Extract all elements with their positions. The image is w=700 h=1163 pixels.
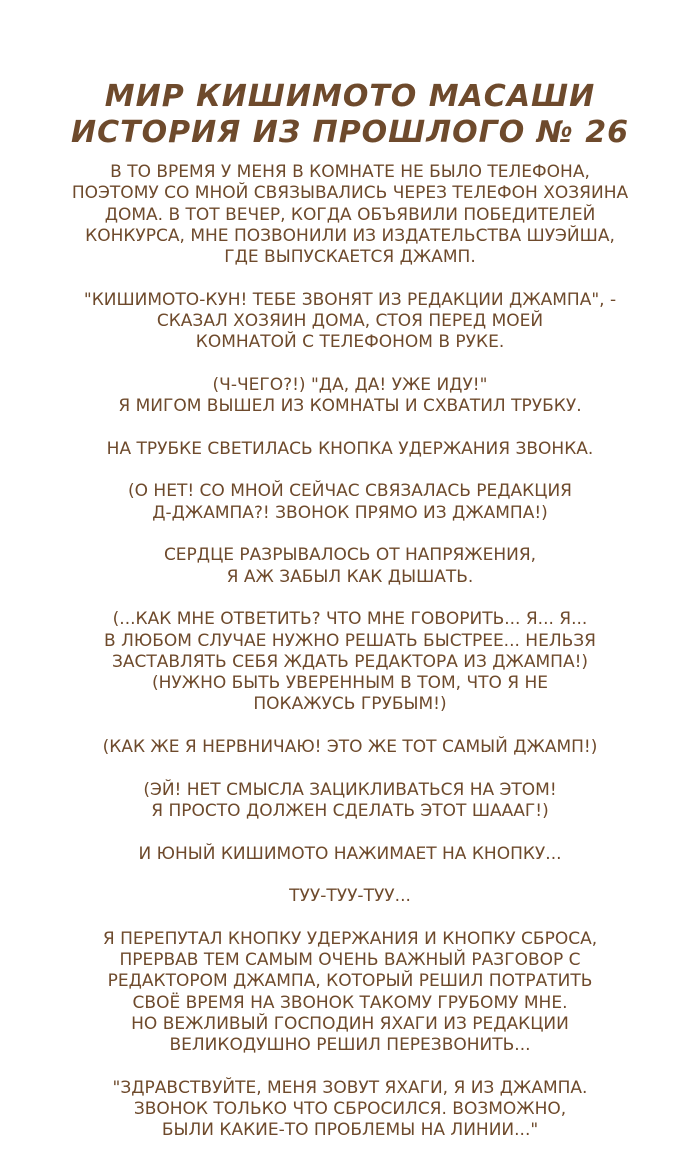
text-line: ПОЭТОМУ СО МНОЙ СВЯЗЫВАЛИСЬ ЧЕРЕЗ ТЕЛЕФОН ХОЗЯИНА bbox=[71, 183, 629, 204]
paragraph bbox=[30, 780, 670, 823]
text-line: (НУЖНО БЫТЬ УВЕРЕННЫМ В ТОМ, ЧТО Я НЕ bbox=[151, 673, 549, 694]
paragraph bbox=[30, 886, 670, 907]
paragraph bbox=[30, 481, 670, 524]
paragraph bbox=[30, 545, 670, 588]
page-subtitle: ИСТОРИЯ ИЗ ПРОШЛОГО № 26 bbox=[70, 115, 630, 150]
paragraph bbox=[30, 844, 670, 865]
text-line: "КИШИМОТО-КУН! ТЕБЕ ЗВОНЯТ ИЗ РЕДАКЦИИ ДЖАМПА", - bbox=[83, 289, 617, 310]
text-line: Я ПЕРЕПУТАЛ КНОПКУ УДЕРЖАНИЯ И КНОПКУ СБРОСА, bbox=[102, 928, 598, 949]
page-title: МИР КИШИМОТО МАСАШИ bbox=[104, 79, 596, 114]
text-line: ПОКАЖУСЬ ГРУБЫМ!) bbox=[253, 694, 447, 715]
paragraph bbox=[30, 929, 670, 1057]
text-line: ЗВОНОК ТОЛЬКО ЧТО СБРОСИЛСЯ. ВОЗМОЖНО, bbox=[133, 1099, 567, 1120]
text-line: И ЮНЫЙ КИШИМОТО НАЖИМАЕТ НА КНОПКУ... bbox=[138, 843, 562, 864]
text-line: ТУУ-ТУУ-ТУУ... bbox=[289, 886, 411, 907]
text-line: Я АЖ ЗАБЫЛ КАК ДЫШАТЬ. bbox=[226, 566, 474, 587]
text-line: БЫЛИ КАКИЕ-ТО ПРОБЛЕМЫ НА ЛИНИИ..." bbox=[161, 1120, 539, 1141]
text-line: (ЭЙ! НЕТ СМЫСЛА ЗАЦИКЛИВАТЬСЯ НА ЭТОМ! bbox=[143, 779, 557, 800]
text-line: (...КАК МНЕ ОТВЕТИТЬ? ЧТО МНЕ ГОВОРИТЬ... Я... Я... bbox=[112, 609, 588, 630]
text-line: В ТО ВРЕМЯ У МЕНЯ В КОМНАТЕ НЕ БЫЛО ТЕЛЕФОНА, bbox=[110, 162, 590, 182]
story-text bbox=[30, 162, 670, 1163]
text-line: Я МИГОМ ВЫШЕЛ ИЗ КОМНАТЫ И СХВАТИЛ ТРУБКУ. bbox=[118, 396, 582, 417]
text-line: "ЗДРАВСТВУЙТЕ, МЕНЯ ЗОВУТ ЯХАГИ, Я ИЗ ДЖАМПА. bbox=[112, 1077, 588, 1098]
text-line: (Ч-ЧЕГО?!) "ДА, ДА! УЖЕ ИДУ!" bbox=[212, 374, 488, 395]
text-line: ВЕЛИКОДУШНО РЕШИЛ ПЕРЕЗВОНИТЬ... bbox=[169, 1035, 531, 1056]
text-line: ГДЕ ВЫПУСКАЕТСЯ ДЖАМП. bbox=[224, 247, 476, 268]
text-line: КОМНАТОЙ С ТЕЛЕФОНОМ В РУКЕ. bbox=[195, 332, 505, 353]
paragraph bbox=[30, 737, 670, 758]
text-line: (О НЕТ! СО МНОЙ СЕЙЧАС СВЯЗАЛАСЬ РЕДАКЦИЯ bbox=[128, 481, 572, 502]
paragraph bbox=[30, 609, 670, 715]
text-line: СВОЁ ВРЕМЯ НА ЗВОНОК ТАКОМУ ГРУБОМУ МНЕ. bbox=[132, 992, 568, 1013]
text-line: В ЛЮБОМ СЛУЧАЕ НУЖНО РЕШАТЬ БЫСТРЕЕ... НЕЛЬЗЯ bbox=[104, 630, 596, 651]
text-line: НА ТРУБКЕ СВЕТИЛАСЬ КНОПКА УДЕРЖАНИЯ ЗВОНКА. bbox=[106, 438, 594, 459]
text-line: СКАЗАЛ ХОЗЯИН ДОМА, СТОЯ ПЕРЕД МОЕЙ bbox=[156, 311, 544, 332]
text-line: (КАК ЖЕ Я НЕРВНИЧАЮ! ЭТО ЖЕ ТОТ САМЫЙ ДЖАМП!) bbox=[102, 737, 598, 758]
text-line: КОНКУРСА, МНЕ ПОЗВОНИЛИ ИЗ ИЗДАТЕЛЬСТВА ШУЭЙША, bbox=[85, 225, 615, 246]
text-line: СЕРДЦЕ РАЗРЫВАЛОСЬ ОТ НАПРЯЖЕНИЯ, bbox=[163, 545, 537, 566]
text-line: ПРЕРВАВ ТЕМ САМЫМ ОЧЕНЬ ВАЖНЫЙ РАЗГОВОР С bbox=[119, 949, 581, 970]
paragraph bbox=[30, 290, 670, 354]
text-line: РЕДАКТОРОМ ДЖАМПА, КОТОРЫЙ РЕШИЛ ПОТРАТИТЬ bbox=[107, 971, 593, 992]
paragraph bbox=[30, 439, 670, 460]
text-line: ЗАСТАВЛЯТЬ СЕБЯ ЖДАТЬ РЕДАКТОРА ИЗ ДЖАМПА!) bbox=[111, 651, 589, 672]
paragraph bbox=[30, 1078, 670, 1142]
paragraph bbox=[30, 162, 670, 268]
paragraph bbox=[30, 375, 670, 418]
text-line: Я ПРОСТО ДОЛЖЕН СДЕЛАТЬ ЭТОТ ШАААГ!) bbox=[151, 800, 549, 821]
text-line: Д-ДЖАМПА?! ЗВОНОК ПРЯМО ИЗ ДЖАМПА!) bbox=[152, 502, 548, 523]
text-line: ДОМА. В ТОТ ВЕЧЕР, КОГДА ОБЪЯВИЛИ ПОБЕДИТЕЛЕЙ bbox=[104, 204, 596, 225]
text-line: НО ВЕЖЛИВЫЙ ГОСПОДИН ЯХАГИ ИЗ РЕДАКЦИИ bbox=[131, 1013, 569, 1034]
